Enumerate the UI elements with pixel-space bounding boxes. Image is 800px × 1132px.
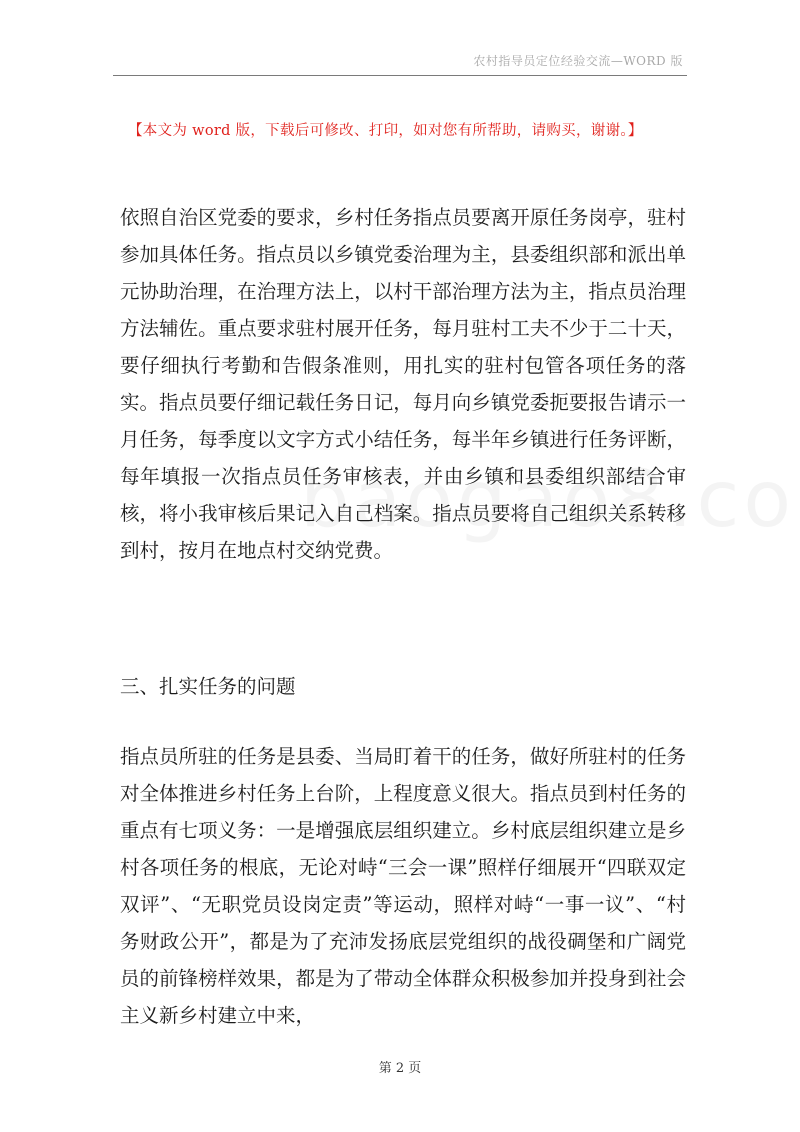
section-heading: 三、扎实任务的问题 bbox=[120, 675, 296, 698]
body-paragraph: 依照自治区党委的要求，乡村任务指点员要离开原任务岗亭，驻村参加具体任务。指点员以乡镇党委治理为主，县委组织部和派出单元协助治理，在治理方法上，以村干部治理方法为主，指点员治理方法辅佐。重点要求驻村展开任务，每月驻村工夫不少于二十天，要仔细执行考勤和告假条准则，用扎实的驻村包管各项任务的落实。指点员要仔细记载任务日记，每月向乡镇党委扼要报告请示一月任务，每季度以文字方式小结任务，每半年乡镇进行任务评断，每年填报一次指点员任务审核表，并由乡镇和县委组织部结合审核，将小我审核后果记入自己档案。指点员要将自己组织关系转移到村，按月在地点村交纳党费。 bbox=[120, 206, 686, 562]
page-number: 第 2 页 bbox=[378, 1061, 422, 1076]
body-paragraph: 指点员所驻的任务是县委、当局盯着干的任务，做好所驻村的任务对全体推进乡村任务上台阶，上程度意义很大。指点员到村任务的重点有七项义务：一是增强底层组织建立。乡村底层组织建立是乡村各项任务的根底，无论对峙“三会一课”照样仔细展开“四联双定双评”、“无职党员设岗定责”等运动，照样对峙“一事一议”、“村务财政公开”，都是为了充沛发扬底层党组织的战役碉堡和广阔党员的前锋榜样效果，都是为了带动全体群众积极参加并投身到社会主义新乡村建立中来， bbox=[120, 745, 686, 1027]
header-divider bbox=[113, 75, 687, 76]
header-title: 农村指导员定位经验交流—WORD 版 bbox=[473, 54, 683, 68]
purchase-notice: 【本文为 word 版，下载后可修改、打印，如对您有所帮助，请购买，谢谢。】 bbox=[128, 123, 643, 139]
